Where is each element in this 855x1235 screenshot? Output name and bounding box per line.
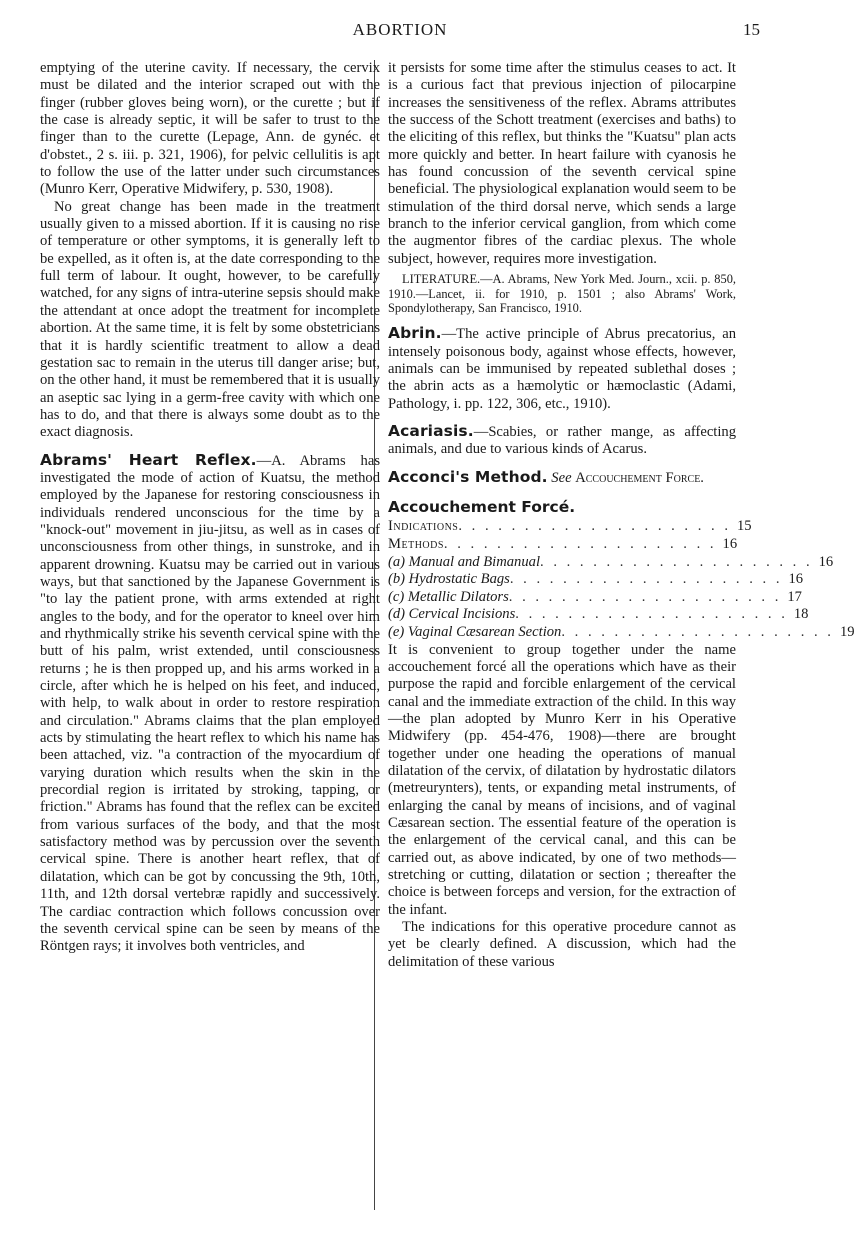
leader-dots: . . . . . . . . . . . . . . . . . . . . . bbox=[508, 588, 782, 605]
paragraph-accouchement-force: It is convenient to group together under the name accouchement forcé all the operations which have as their purpose the rapid and forcible enlargement of the cervical canal and the immediate extraction of the child. In this way—the plan adopted by Munro Kerr in his Operative Midwifery (pp. 454-476, 1908)—there are brought together under one heading the operations of manual dilatation of the cervix, of dilatation by hydrostatic dilators (metreurynters), tents, or expanding metal instruments, of enlarging the canal by means of incisions, and of vaginal Cæsarean section. The essential feature of the operation is the enlargement of the cervical canal, and this can be carried out, as above indicated, by one of two methods—stretching or cutting, dilatation or section ; thereafter the choice is between forceps and version, for the extraction of the infant. bbox=[388, 641, 736, 918]
contents-item bbox=[388, 606, 809, 624]
contents-page: 18 bbox=[793, 606, 809, 623]
contents-label: Methods bbox=[388, 536, 444, 553]
leader-dots: . . . . . . . . . . . . . . . . . . . . . bbox=[515, 606, 788, 623]
entry-heading: Acariasis. bbox=[388, 422, 474, 441]
contents-page: 16 bbox=[722, 536, 738, 553]
paragraph-abrams-continued: it persists for some time after the stimulus ceases to act. It is a curious fact that previous injection of pilocarpine increases the sensitiveness of the reflex. Abrams attributes the success of the Schott treatment (exercises and baths) to the eliciting of this reflex, but thinks the "Kuatsu" plan acts more quickly and better. In heart failure with cyanosis he has found concussion of the seventh cervical spine beneficial. The physiological explanation would seem to be stimulation of the third dorsal nerve, which sends a large branch to the inferior cervical ganglion, from which come the augmentor fibres of the cardiac plexus. The whole subject, however, requires more investigation. bbox=[388, 60, 736, 267]
entry-text: —A. Abrams has investigated the mode of action of Kuatsu, the method employed by the Japanese for restoring consciousness in individuals rendered unconscious for the time by a "knock-out" movement in jiu-jitsu, as well as in cases of unconsciousness from other things, in sunstroke, and in apparent drowning. Kuatsu may be carried out in various ways, but that sanctioned by the Japanese Government is "to lay the patient prone, with arms extended at right angles to the body, and for the operator to kneel over him and rhythmically strike his seventh cervical spine with the butt of his palm, wrist extended, until consciousness returns ; he is then propped up, and his arms worked in a circle, after which he is helped on his feet, and induced, with help, to walk about in order to restore respiration and circulation." Abrams claims that the plan employed acts by stimulating the heart reflex to which his name has been attached, viz. "a contraction of the myocardium of varying duration which results when the skin in the precordial region is irritated by stroking, tapping, or friction." Abrams has found that the reflex can be excited from various surfaces of the body, and that the most satisfactory method was by percussion over the seventh cervical spine. There is another heart reflex, that of dilatation, which can be got by concussing the 9th, 10th, 11th, and 12th dorsal vertebræ rapidly and successively. The cardiac contraction which follows concussion over the seventh cervical spine can be seen by means of the Röntgen rays; it involves both ventricles, and bbox=[40, 452, 381, 955]
contents-label: (d) Cervical Incisions bbox=[388, 606, 516, 623]
contents-label: Indications bbox=[388, 518, 459, 535]
leader-dots: . . . . . . . . . . . . . . . . . . . . . bbox=[443, 536, 717, 553]
contents-item bbox=[388, 571, 804, 589]
entry-acconci-method bbox=[388, 469, 736, 487]
contents-page: 16 bbox=[788, 571, 804, 588]
page-number: 15 bbox=[743, 20, 760, 39]
entry-heading: Abrams' Heart Reflex. bbox=[40, 450, 257, 469]
right-column bbox=[388, 60, 855, 971]
entry-acariasis bbox=[388, 423, 736, 459]
leader-dots: . . . . . . . . . . . . . . . . . . . . . bbox=[540, 553, 813, 570]
contents-label: (c) Metallic Dilators bbox=[388, 588, 509, 605]
contents-page: 19 bbox=[839, 624, 855, 640]
contents-label: (b) Hydrostatic Bags bbox=[388, 571, 510, 588]
entry-abrin bbox=[388, 325, 736, 413]
entry-abrams-heart-reflex bbox=[40, 452, 380, 956]
page-header bbox=[40, 20, 760, 44]
running-title: ABORTION bbox=[352, 20, 448, 39]
literature-reference: LITERATURE.—A. Abrams, New York Med. Journ., xcii. p. 850, 1910.—Lancet, ii. for 1910, p. 1501 ; also Abrams' Work, Spondylotherapy, San Francisco, 1910. bbox=[388, 272, 736, 315]
contents-page: 15 bbox=[736, 518, 752, 535]
left-column bbox=[40, 60, 380, 956]
contents-page: 16 bbox=[818, 553, 834, 570]
leader-dots: . . . . . . . . . . . . . . . . . . . . . bbox=[561, 624, 834, 640]
contents-page: 17 bbox=[787, 588, 802, 605]
leader-dots: . . . . . . . . . . . . . . . . . . . . . bbox=[458, 518, 731, 535]
entry-text: —The active principle of Abrus precatorius, an intensely poisonous body, against whose effects, however, animals can be immunised by repeated sublethal doses ; the abrin acts as a hæmolytic or hæmoclastic (Adami, Pathology, i. pp. 122, 306, etc., 1910). bbox=[388, 326, 736, 412]
contents-item bbox=[388, 518, 752, 536]
contents-item bbox=[388, 536, 736, 554]
cross-reference: Accouchement Force. bbox=[575, 469, 704, 486]
contents-item bbox=[388, 588, 802, 607]
contents-item bbox=[388, 553, 834, 572]
contents-item bbox=[388, 624, 855, 642]
paragraph-abortion-continued: emptying of the uterine cavity. If necessary, the cervix must be dilated and the interior scraped out with the finger (rubber gloves being worn), or the curette ; but if the case is already septic, it will be safer to trust to the finger than to the curette (Lepage, Ann. de gynéc. et d'obstet., 2 s. iii. p. 321, 1906), for pelvic cellulitis is apt to follow the use of the latter under such circumstances (Munro Kerr, Operative Midwifery, p. 530, 1908). bbox=[40, 60, 380, 198]
paragraph-indications: The indications for this operative procedure cannot as yet be clearly defined. A discussion, which had the delimitation of these various bbox=[388, 919, 736, 970]
entry-heading: Abrin. bbox=[388, 324, 442, 343]
entry-heading: Acconci's Method. bbox=[388, 467, 548, 486]
see-label: See bbox=[551, 469, 572, 486]
paragraph-missed-abortion: No great change has been made in the treatment usually given to a missed abortion. If it is causing no rise of temperature or other symptoms, it is generally left to be expelled, as it often is, at the date corresponding to the full term of labour. It ought, however, to be carefully watched, for any signs of intra-uterine sepsis should make the attendant at once adopt the treatment for incomplete abortion. At the same time, it is felt by some obstetricians that it is hardly scientific treatment to allow a dead gestation sac to remain in the uterus till danger arise; but, on the other hand, it must be remembered that it is usually an aseptic sac lying in a germ-free cavity with which one has to do, and that there is always some doubt as to the exact diagnosis. bbox=[40, 198, 380, 441]
entry-text: —Scabies, or rather mange, as affecting animals, and due to various kinds of Acarus. bbox=[388, 424, 736, 458]
contents-list bbox=[388, 518, 855, 641]
entry-heading-accouchement-force: Accouchement Forcé. bbox=[388, 498, 576, 517]
leader-dots: . . . . . . . . . . . . . . . . . . . . . bbox=[509, 571, 783, 588]
contents-label: (a) Manual and Bimanual bbox=[388, 553, 541, 570]
contents-label: (e) Vaginal Cæsarean Section bbox=[388, 624, 562, 640]
